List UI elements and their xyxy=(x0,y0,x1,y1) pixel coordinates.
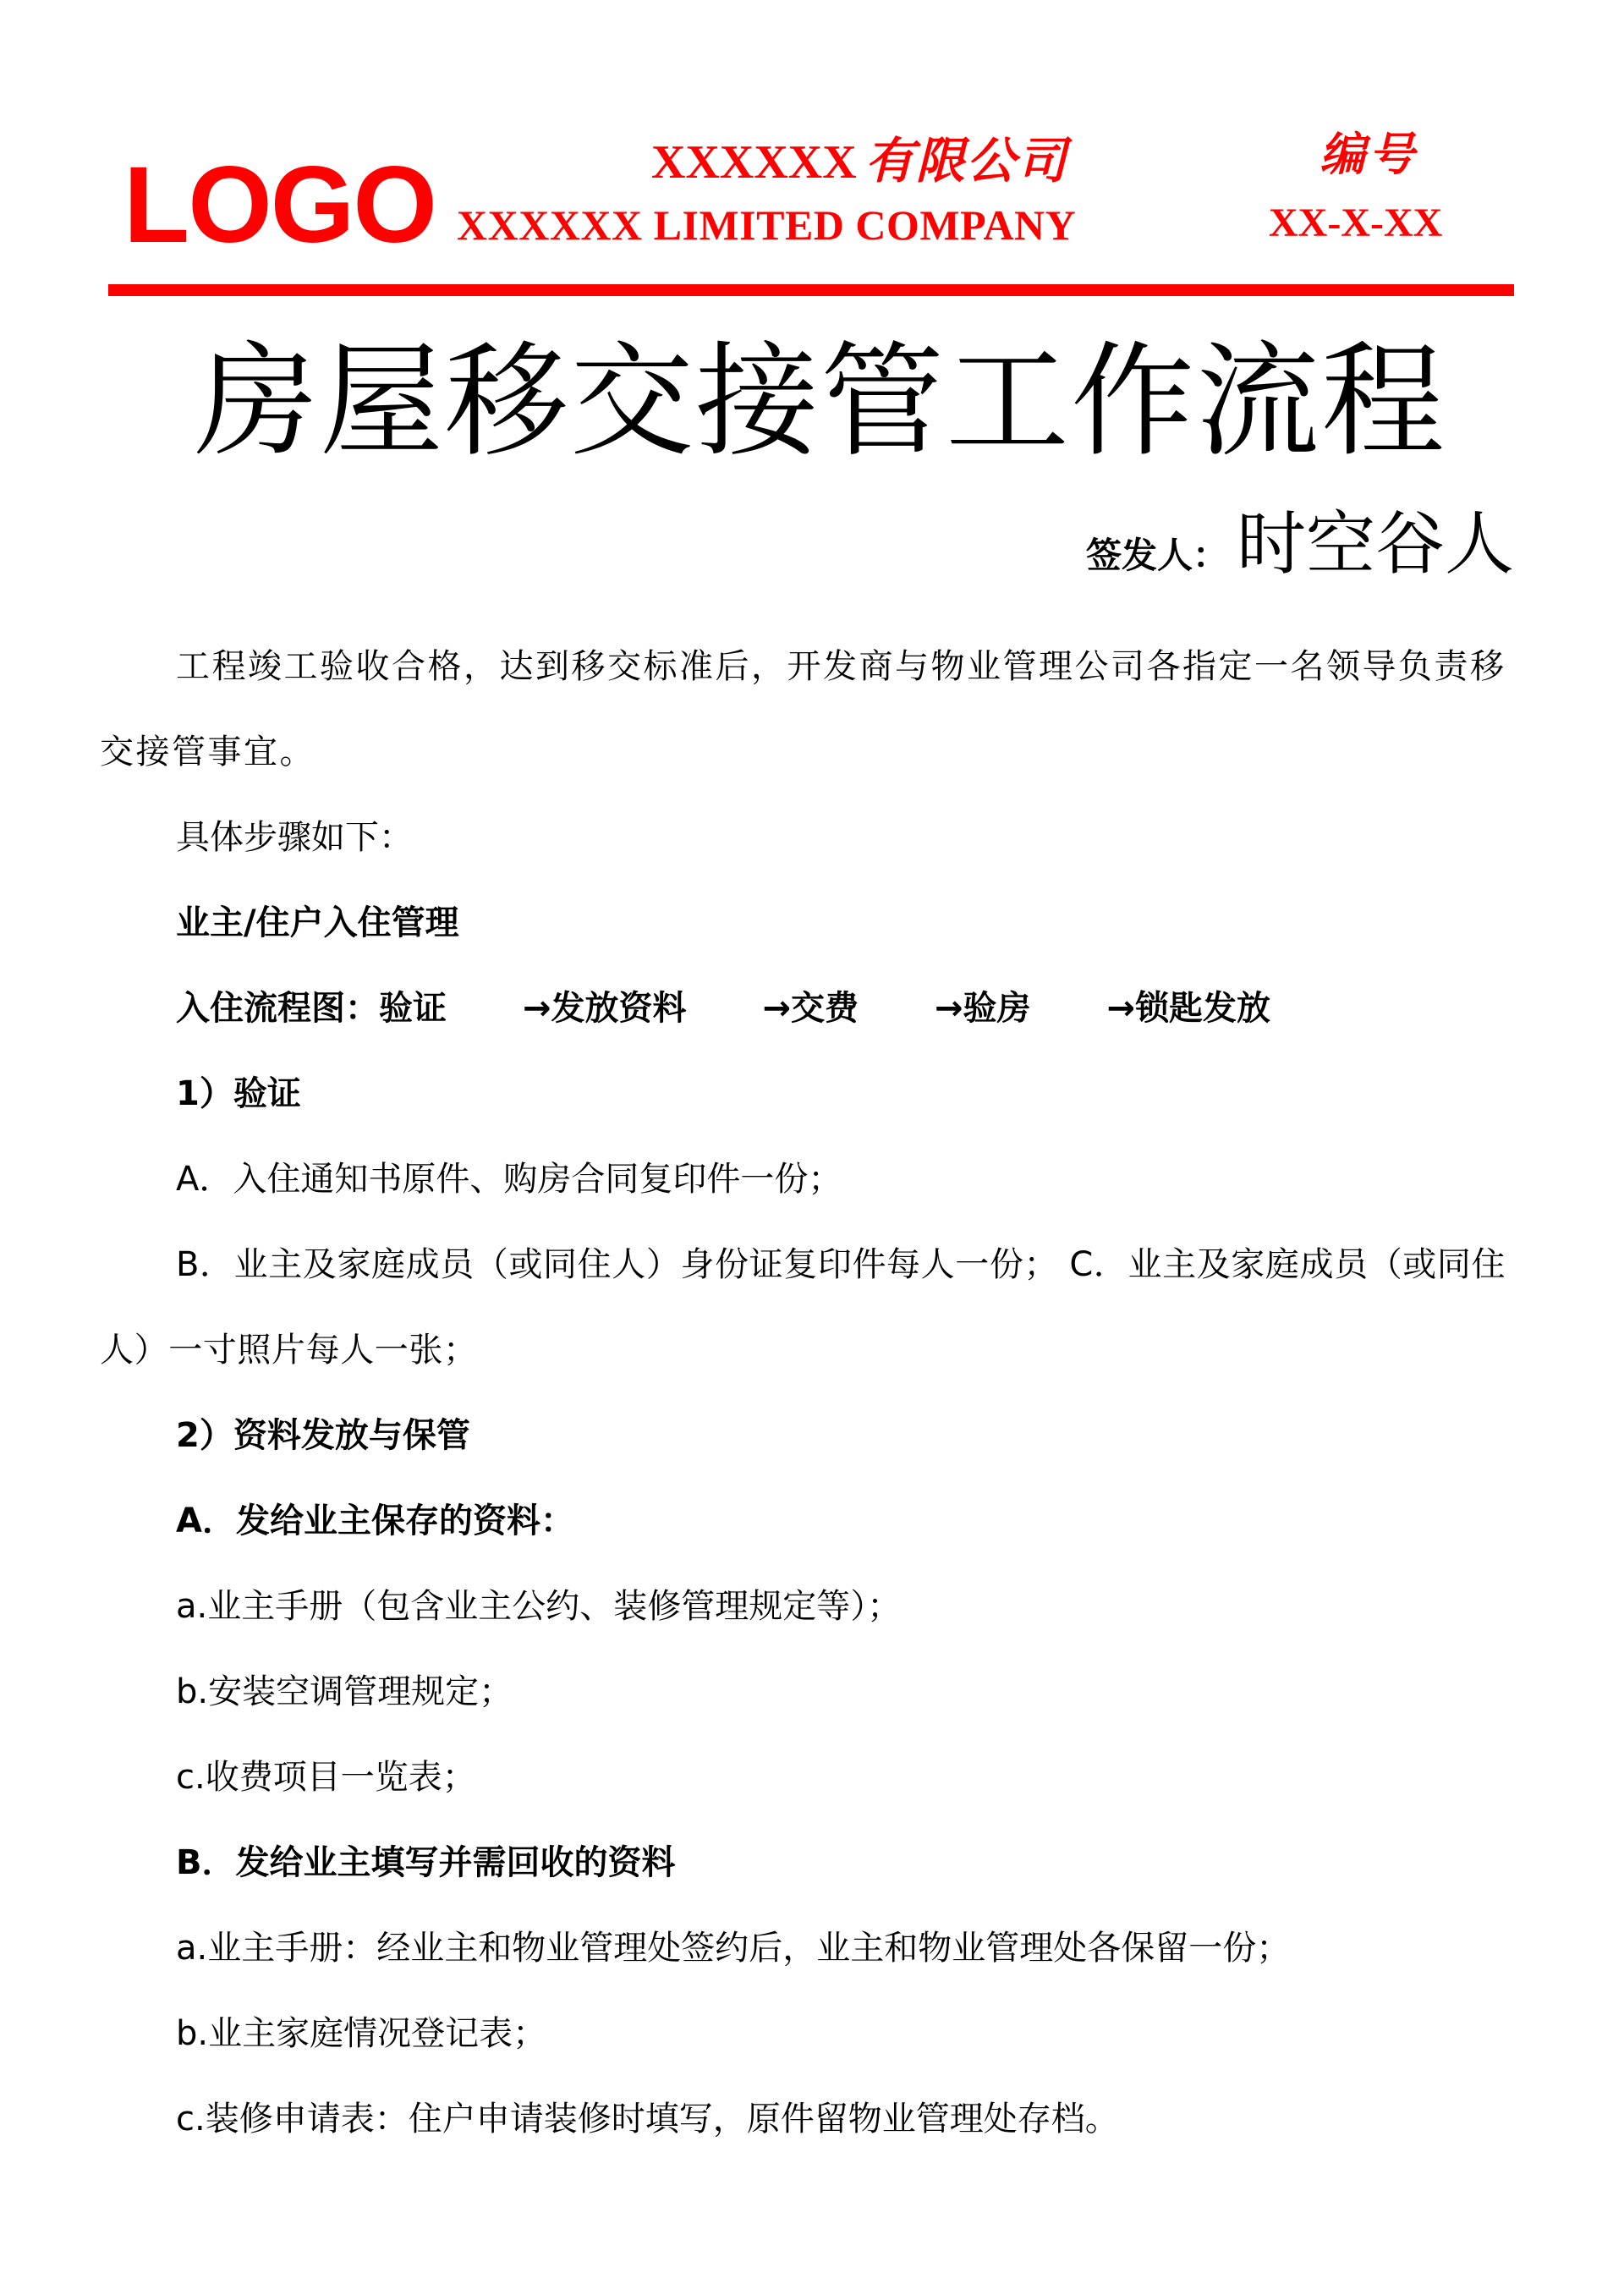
list-item: c.装修申请表：住户申请装修时填写，原件留物业管理处存档。 xyxy=(176,2100,1119,2139)
flow-step: 验房 xyxy=(963,989,1031,1028)
list-item: B．业主及家庭成员（或同住人）身份证复印件每人一份； xyxy=(176,1245,1059,1284)
company-logo: LOGO xyxy=(123,145,436,266)
list-item: a.业主手册：经业主和物业管理处签约后，业主和物业管理处各保留一份； xyxy=(176,1929,1291,1968)
signer-name: 时空谷人 xyxy=(1236,504,1514,585)
arrow-right-icon: → xyxy=(935,989,963,1028)
list-item: b.业主家庭情况登记表； xyxy=(176,2014,547,2053)
arrow-right-icon: → xyxy=(762,989,792,1028)
list-item: b.安装空调管理规定； xyxy=(176,1672,513,1711)
company-name-cn-prefix: XXXXXX xyxy=(651,136,857,189)
serial-number-value: XX-X-XX xyxy=(1269,200,1443,245)
document-title: 房屋移交接管工作流程 xyxy=(195,330,1446,474)
section-heading: 业主/住户入住管理 xyxy=(176,903,459,942)
list-item: A．入住通知书原件、购房合同复印件一份； xyxy=(176,1160,842,1199)
arrow-right-icon: → xyxy=(1106,989,1136,1028)
flow-label: 入住流程图： xyxy=(176,989,379,1028)
steps-lead: 具体步骤如下： xyxy=(176,818,413,857)
list-item: C．业主及家庭成员（或同住人）一寸照片每人一张； xyxy=(100,1245,1506,1370)
serial-number-label: 编号 xyxy=(1320,127,1418,181)
signer xyxy=(1086,502,1514,587)
letterhead-divider xyxy=(108,284,1514,296)
part2-heading: 2）资料发放与保管 xyxy=(176,1416,470,1455)
flow-line xyxy=(100,966,1529,1051)
part1-heading: 1）验证 xyxy=(176,1074,301,1113)
company-name-en: XXXXXX LIMITED COMPANY xyxy=(457,201,1077,249)
group-a-heading: A．发给业主保存的资料： xyxy=(176,1502,574,1540)
flow-step: 验证 xyxy=(379,989,447,1028)
company-name-cn-suffix: 有限公司 xyxy=(864,132,1068,189)
letterhead xyxy=(0,0,1624,305)
flow-step: 发放资料 xyxy=(551,989,687,1028)
intro-paragraph: 工程竣工验收合格，达到移交标准后，开发商与物业管理公司各指定一名领导负责移交接管事宜。 xyxy=(100,647,1506,771)
list-item: a.业主手册（包含业主公约、装修管理规定等）； xyxy=(176,1587,902,1626)
flow-step: 交费 xyxy=(791,989,859,1028)
group-b-heading: B．发给业主填写并需回收的资料 xyxy=(176,1843,676,1882)
list-item-combined xyxy=(100,1222,1529,1393)
company-name-cn xyxy=(651,134,1068,189)
arrow-right-icon: → xyxy=(523,989,551,1028)
document-body xyxy=(100,624,1529,2162)
signer-label: 签发人： xyxy=(1085,535,1228,576)
list-item: c.收费项目一览表； xyxy=(176,1758,476,1797)
flow-step: 锁匙发放 xyxy=(1135,989,1271,1028)
